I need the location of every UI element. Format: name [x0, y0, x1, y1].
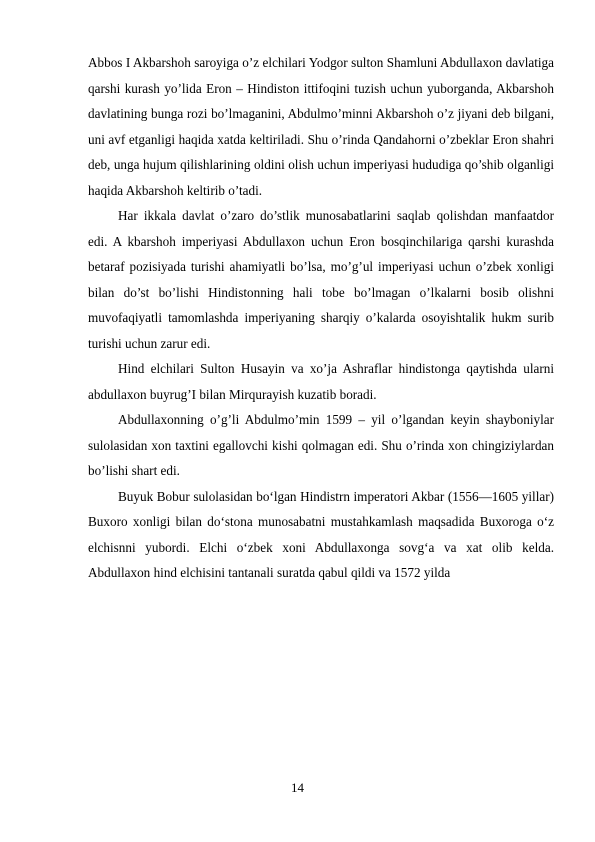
paragraph-4: Abdullaxonning o’g’li Abdulmo’min 1599 – yil o’lgandan keyin shayboniylar sulolasidan xon taxtini egallovchi kishi qolmagan edi. Shu o’rinda xon chingiziylardan bo’lishi shart edi.: [88, 412, 554, 478]
page-body: [88, 50, 554, 586]
page-number: 14: [291, 780, 304, 795]
paragraph-3: Hind elchilari Sulton Husayin va xo’ja Ashraflar hindistonga qaytishda ularni abdullaxon buyrug’I bilan Mirqurayish kuzatib boradi.: [88, 361, 554, 402]
paragraph-2: Har ikkala davlat o’zaro do’stlik munosabatlarini saqlab qolishdan manfaatdor edi. A kbarshoh imperiyasi Abdullaxon uchun Eron bosqinchilariga qarshi kurashda betaraf pozisiyada turishi ahamiyatli bo’lsa, mo’g’ul imperiyasi uchun o’zbek xonligi bilan do’st bo’lishi Hindistonning hali tobe bo’lmagan o’lkalarni bosib olishni muvofaqiyatli tamomlashda imperiyaning sharqiy o’kalarda osoyishtalik hukm surib turishi uchun zarur edi.: [88, 208, 554, 351]
paragraph-5: Buyuk Bobur sulolasidan bo‘lgan Hindistrn imperatori Akbar (1556—1605 yillar) Buxoro xonligi bilan do‘stona munosabatni mustahkamlash maqsadida Buxoroga o‘z elchisnni yubordi. Elchi o‘zbek xoni Abdullaxonga sovg‘a va xat olib kelda. Abdullaxon hind elchisini tantanali suratda qabul qildi va 1572 yilda: [88, 488, 554, 580]
paragraph-1: Abbos I Akbarshoh saroyiga o’z elchilari Yodgor sulton Shamluni Abdullaxon davlatiga qarshi kurash yo’lida Eron – Hindiston ittifoqini tuzish uchun yuborganda, Akbarshoh davlatining bunga rozi bo’lmaganini, Abdulmo’minni Akbarshoh o’z jiyani deb bilgani, uni avf etganligi haqida xatda keltiriladi. Shu o’rinda Qandahorni o’zbeklar Eron shahri deb, unga hujum qilishlarining oldini olish uchun imperiyasi hududiga qo’shib olganligi haqida Akbarshoh keltirib o’tadi.: [88, 55, 554, 198]
